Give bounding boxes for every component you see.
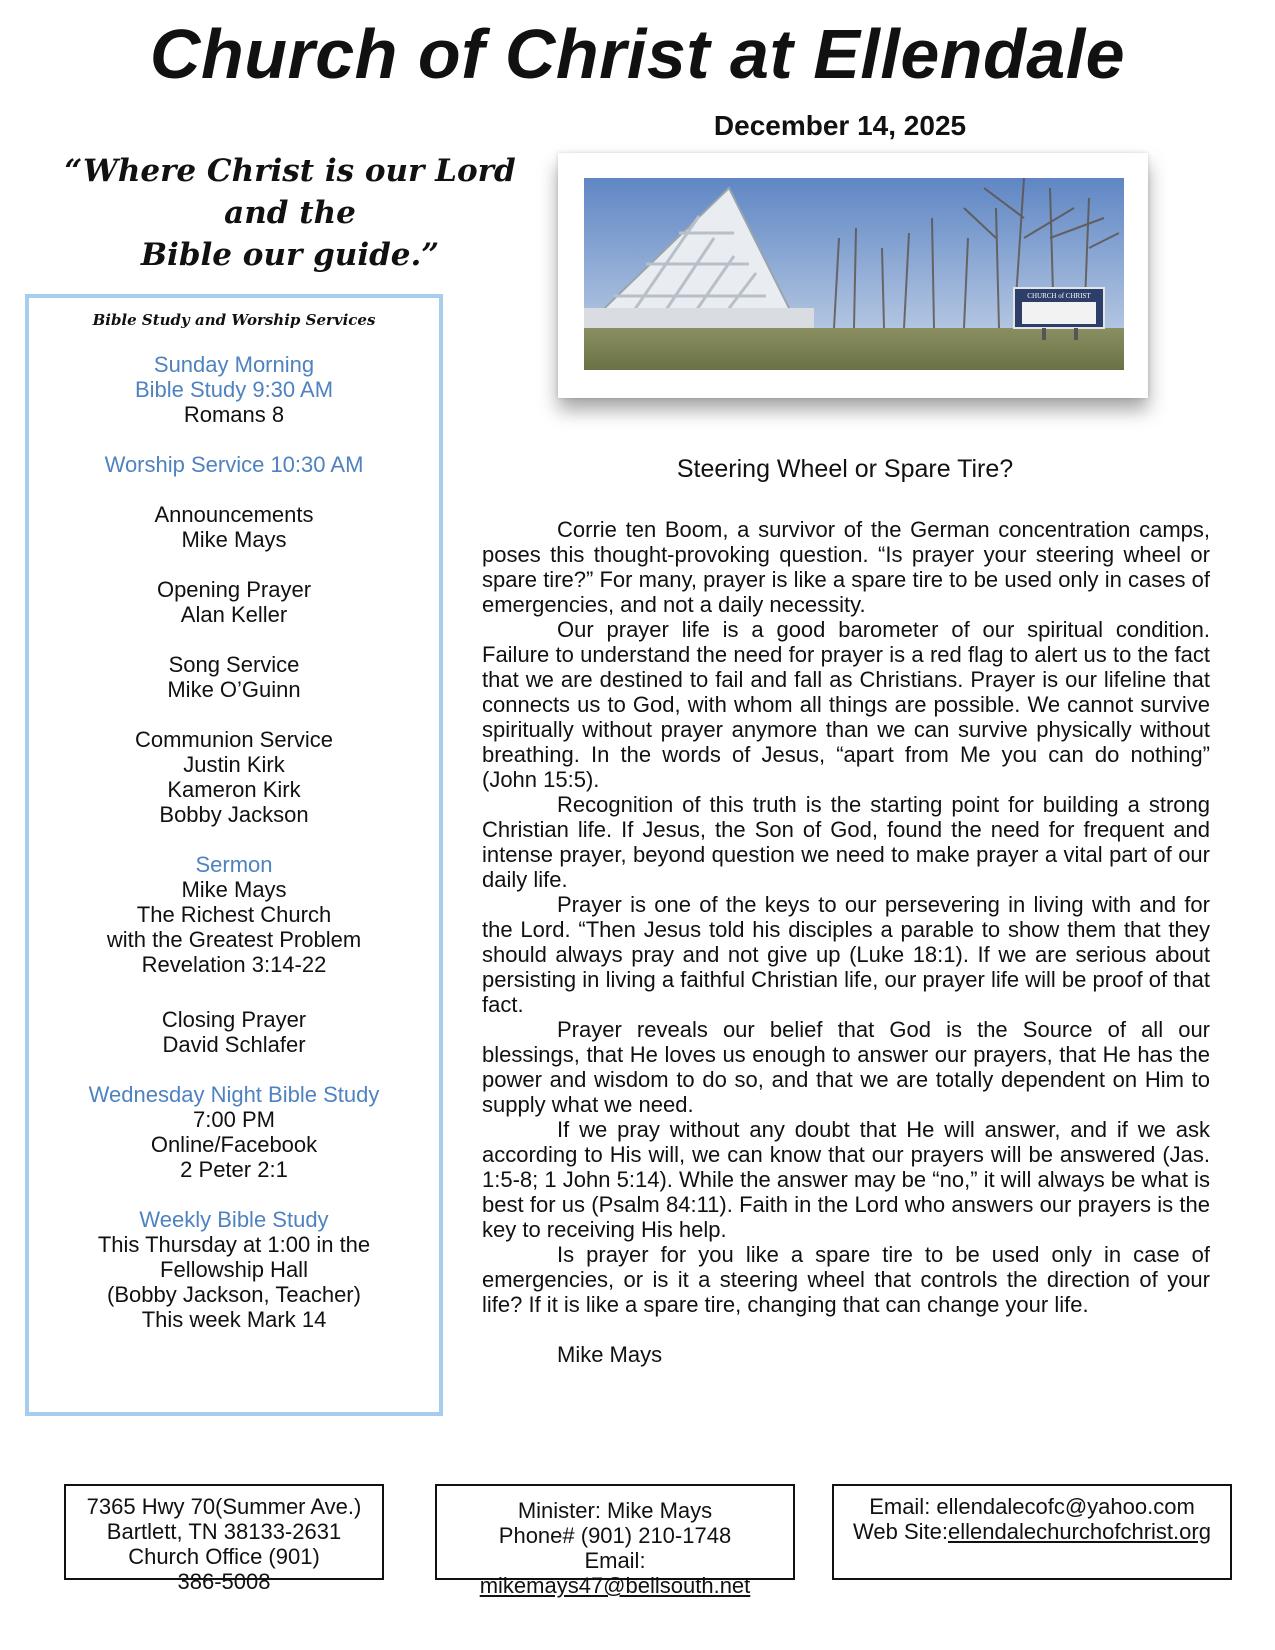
address-line-4: 386-5008 <box>177 1569 271 1594</box>
sermon-title-line-2: with the Greatest Problem <box>106 927 362 952</box>
opening-prayer-section <box>29 577 439 627</box>
minister-name: Minister: Mike Mays <box>517 1498 713 1523</box>
communion-name: Bobby Jackson <box>159 802 309 827</box>
wednesday-time: 7:00 PM <box>193 1107 275 1132</box>
church-email: Email: ellendalecofc@yahoo.com <box>869 1494 1195 1519</box>
services-box-title: Bible Study and Worship Services <box>92 311 376 329</box>
closing-prayer-section <box>29 1007 439 1057</box>
song-service-section <box>29 652 439 702</box>
tagline <box>40 150 540 276</box>
closing-prayer-label: Closing Prayer <box>161 1007 307 1032</box>
website-line <box>834 1519 1230 1544</box>
website-label: Web Site: <box>853 1519 949 1544</box>
bulletin-date: December 14, 2025 <box>713 110 967 141</box>
weekly-line-2: Fellowship Hall <box>160 1257 308 1282</box>
contact-box <box>832 1484 1232 1580</box>
announcements-name: Mike Mays <box>181 527 287 552</box>
article-body <box>482 517 1210 1367</box>
sermon-passage: Revelation 3:14-22 <box>141 952 327 977</box>
minister-phone: Phone# (901) 210-1748 <box>498 1523 732 1548</box>
communion-name: Kameron Kirk <box>167 777 301 802</box>
minister-email-label: Email: <box>584 1548 646 1573</box>
communion-label: Communion Service <box>134 727 334 752</box>
sermon-preacher: Mike Mays <box>181 877 287 902</box>
tagline-line-2: Bible our guide.” <box>140 237 440 273</box>
song-service-name: Mike O’Guinn <box>167 677 301 702</box>
sermon-title-line-1: The Richest Church <box>136 902 332 927</box>
weekly-study-section <box>29 1207 439 1332</box>
weekly-line-1: This Thursday at 1:00 in the <box>97 1232 371 1257</box>
opening-prayer-label: Opening Prayer <box>156 577 312 602</box>
services-box <box>25 294 443 1416</box>
wednesday-section <box>29 1082 439 1182</box>
worship-section <box>29 452 439 477</box>
wednesday-heading: Wednesday Night Bible Study <box>88 1082 380 1107</box>
sermon-section <box>29 852 439 977</box>
song-service-label: Song Service <box>168 652 300 677</box>
sermon-heading: Sermon <box>195 852 273 877</box>
sunday-heading: Sunday Morning <box>153 352 315 377</box>
sunday-passage: Romans 8 <box>183 402 285 427</box>
sunday-time: Bible Study 9:30 AM <box>134 377 334 402</box>
minister-email-link[interactable]: mikemays47@bellsouth.net <box>479 1573 751 1598</box>
weekly-line-4: This week Mark 14 <box>141 1307 327 1332</box>
announcements-section <box>29 502 439 552</box>
church-photo-frame <box>558 153 1148 398</box>
communion-name: Justin Kirk <box>183 752 285 777</box>
article-paragraph: Corrie ten Boom, a survivor of the German concentration camps, poses this thought-provoking question. “Is prayer your steering wheel or spare tire?” For many, prayer is like a spare tire to be used only in cases of emergencies, and not a daily necessity. <box>482 517 1210 617</box>
sunday-morning-section <box>29 352 439 427</box>
church-sign-text: CHURCH of CHRIST <box>1027 292 1091 300</box>
closing-prayer-name: David Schlafer <box>162 1032 306 1057</box>
weekly-heading: Weekly Bible Study <box>139 1207 329 1232</box>
opening-prayer-name: Alan Keller <box>180 602 288 627</box>
weekly-line-3: (Bobby Jackson, Teacher) <box>107 1282 361 1307</box>
article-paragraph: Recognition of this truth is the starting point for building a strong Christian life. If Jesus, the Son of God, found the need for frequent and intense prayer, beyond question we need to make prayer a vital part of our daily life. <box>482 792 1210 892</box>
article-paragraph: Prayer is one of the keys to our persevering in living with and for the Lord. “Then Jesus told his disciples a parable to show them that they should always pray and not give up (Luke 18:1). If we are serious about persisting in living a faithful Christian life, our prayer life will be proof of that fact. <box>482 892 1210 1017</box>
article-paragraph: Prayer reveals our belief that God is the Source of all our blessings, that He loves us enough to answer our prayers, that He has the power and wisdom to do so, and that we are totally dependent on Him to supply what we need. <box>482 1017 1210 1117</box>
announcements-label: Announcements <box>154 502 314 527</box>
minister-box <box>435 1484 795 1598</box>
church-photo <box>584 178 1124 370</box>
wednesday-passage: 2 Peter 2:1 <box>180 1157 288 1182</box>
tagline-line-1: “Where Christ is our Lord and the <box>64 153 516 231</box>
wednesday-location: Online/Facebook <box>150 1132 318 1157</box>
address-box <box>64 1484 384 1594</box>
article-paragraph: Our prayer life is a good barometer of our spiritual condition. Failure to understand the need for prayer is a red flag to alert us to the fact that we are destined to fail and fall as Christians. Prayer is our lifeline that connects us to God, with whom all things are possible. We cannot survive spiritually without prayer anymore than we can survive physically without breathing. In the words of Jesus, “apart from Me you can do nothing” (John 15:5). <box>482 617 1210 792</box>
website-link[interactable]: ellendalechurchofchrist.org <box>948 1519 1211 1544</box>
article-title: Steering Wheel or Spare Tire? <box>676 455 1014 483</box>
article-paragraph: Is prayer for you like a spare tire to be used only in case of emergencies, or is it a steering wheel that controls the direction of your life? If it is like a spare tire, changing that can change your life. <box>482 1242 1210 1317</box>
page-title: Church of Christ at Ellendale <box>149 15 1126 93</box>
article-paragraph: If we pray without any doubt that He will answer, and if we ask according to His will, we can know that our prayers will be answered (Jas. 1:5-8; 1 John 5:14). While the answer may be “no,” it will always be what is best for us (Psalm 84:11). Faith in the Lord who answers our prayers is the key to receiving His help. <box>482 1117 1210 1242</box>
article-signature: Mike Mays <box>557 1342 663 1367</box>
address-line-3: Church Office (901) <box>128 1544 320 1569</box>
communion-section <box>29 727 439 827</box>
worship-heading: Worship Service 10:30 AM <box>104 452 364 477</box>
address-line-2: Bartlett, TN 38133-2631 <box>106 1519 342 1544</box>
address-line-1: 7365 Hwy 70(Summer Ave.) <box>86 1494 362 1519</box>
